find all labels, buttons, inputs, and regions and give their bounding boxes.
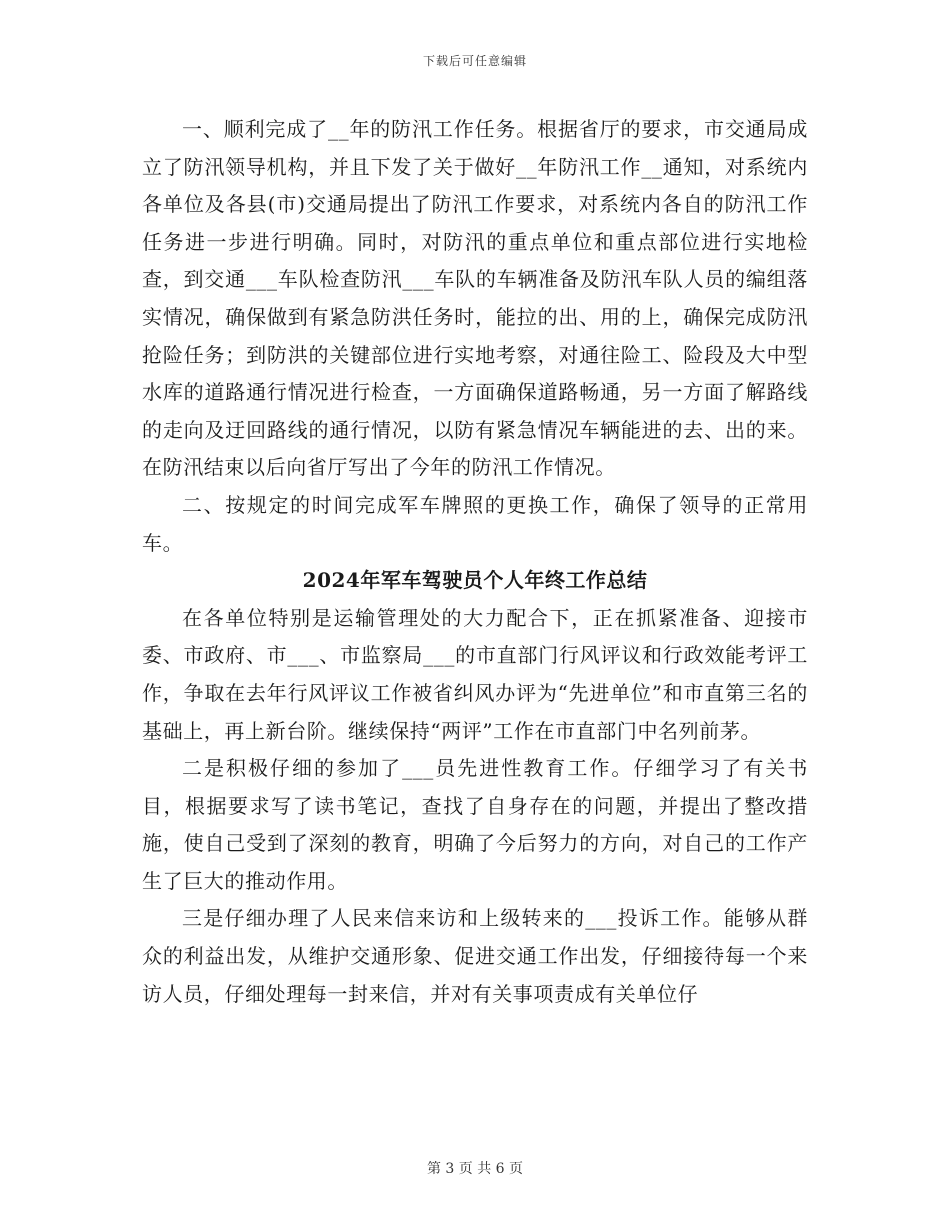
paragraph-complaints: 三是仔细办理了人民来信来访和上级转来的___投诉工作。能够从群众的利益出发，从维护交通形象、促进交通工作出发，仔细接待每一个来访人员，仔细处理每一封来信，并对有关事项责成有关单位仔 [142,906,808,1006]
paragraph-education: 二是积极仔细的参加了___员先进性教育工作。仔细学习了有关书目，根据要求写了读书笔记，查找了自身存在的问题，并提出了整改措施，使自己受到了深刻的教育，明确了今后努力的方向，对自己的工作产生了巨大的推动作用。 [142,756,808,893]
paragraph-evaluation: 在各单位特别是运输管理处的大力配合下，正在抓紧准备、迎接市委、市政府、市___、市监察局___的市直部门行风评议和行政效能考评工作，争取在去年行风评议工作被省纠风办评为“先进单位”和市直第三名的基础上，再上新台阶。继续保持“两评”工作在市直部门中名列前茅。 [142,605,808,743]
section-title: 2024年军车驾驶员个人年终工作总结 [302,568,648,593]
paragraph-license-plates: 二、按规定的时间完成军车牌照的更换工作，确保了领导的正常用车。 [142,492,808,555]
paragraph-flood-control: 一、顺利完成了__年的防汛工作任务。根据省厅的要求，市交通局成立了防汛领导机构，并且下发了关于做好__年防汛工作__通知，对系统内各单位及各县(市)交通局提出了防汛工作要求，对系统内各自的防汛工作任务进一步进行明确。同时，对防汛的重点单位和重点部位进行实地检查，到交通___车队检查防汛___车队的车辆准备及防汛车队人员的编组落实情况，确保做到有紧急防洪任务时，能拉的出、用的上，确保完成防汛抢险任务；到防洪的关键部位进行实地考察，对通往险工、险段及大中型水库的道路通行情况进行检查，一方面确保道路畅通，另一方面了解路线的走向及迂回路线的通行情况，以防有紧急情况车辆能进的去、出的来。在防汛结束以后向省厅写出了今年的防汛工作情况。 [142,117,808,480]
page-header: 下载后可任意编辑 [422,54,527,68]
document-body [142,111,808,1013]
page-footer: 第 3 页 共 6 页 [426,1161,524,1177]
